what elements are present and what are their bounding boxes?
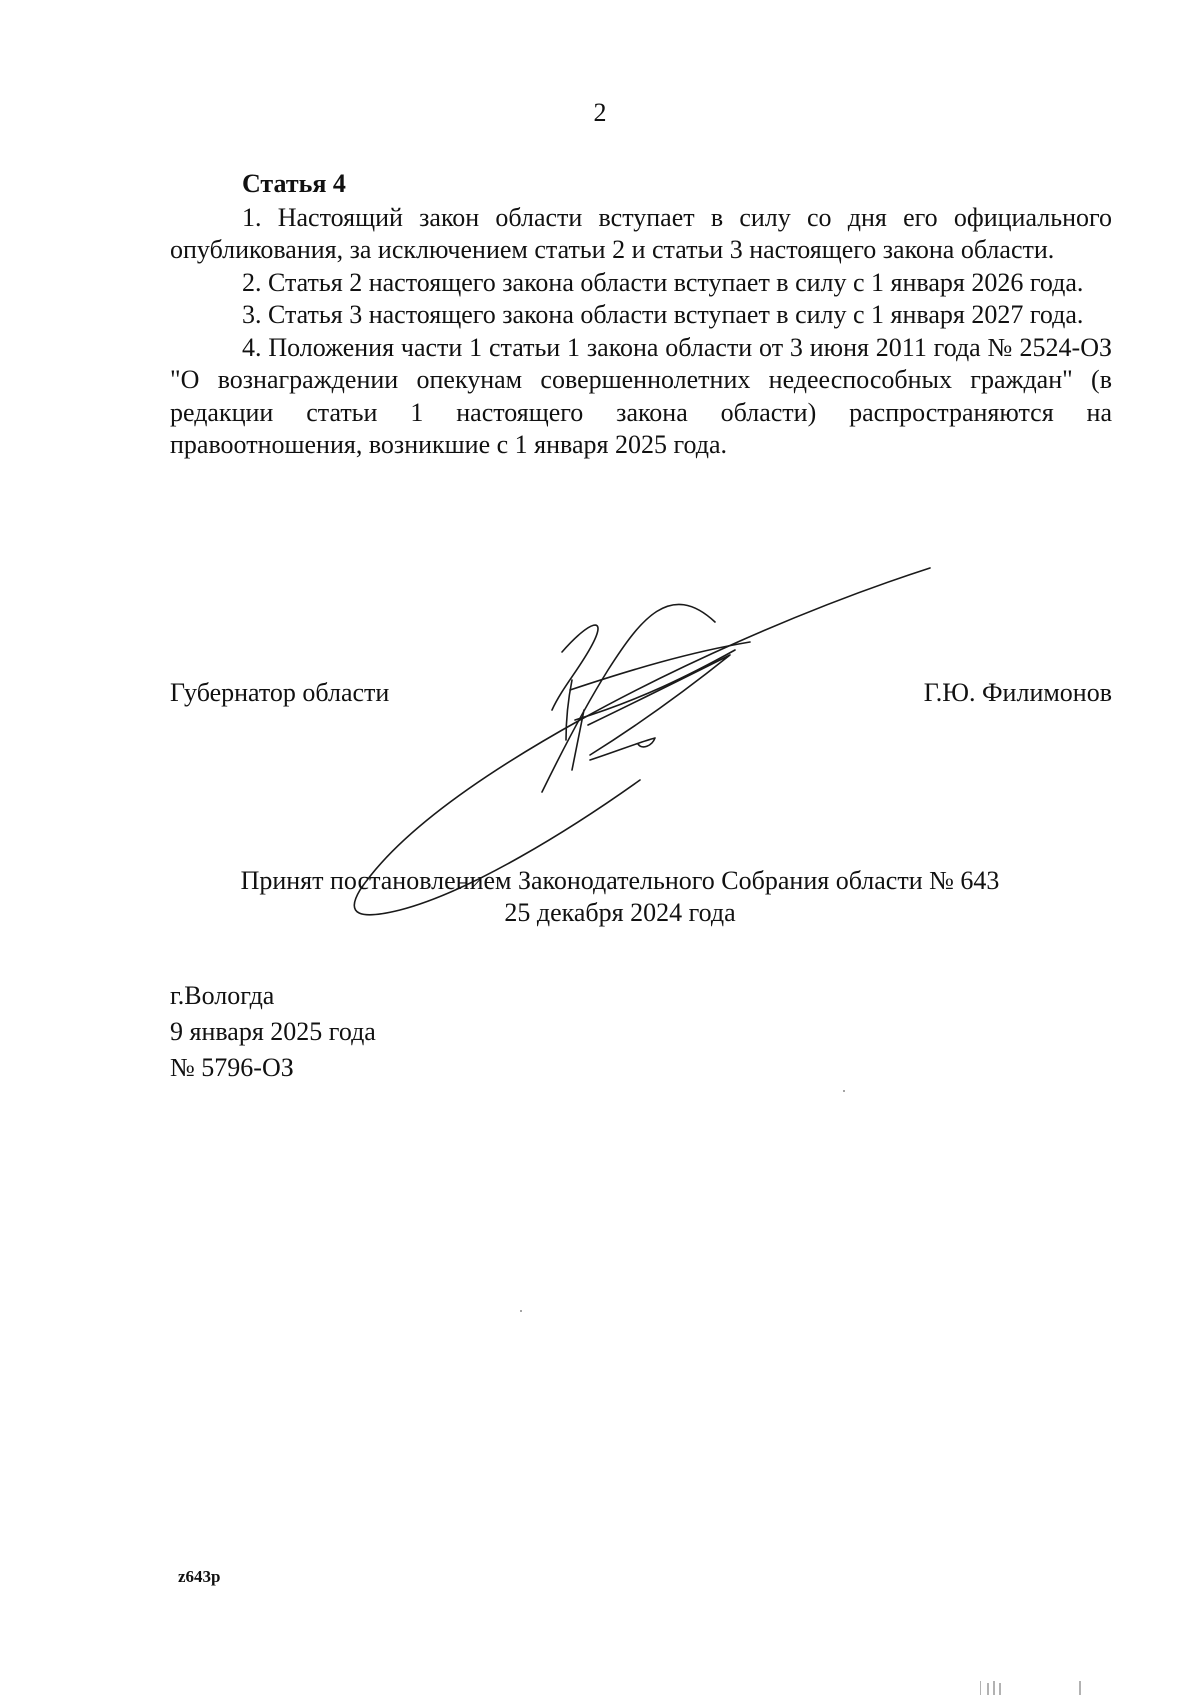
place-date-block (170, 978, 376, 1086)
adoption-note (0, 865, 1200, 929)
page-number: 2 (593, 98, 607, 127)
article-title: Статья 4 (242, 169, 346, 198)
adoption-line-1: Принят постановлением Законодательного Собрания области № 643 (240, 866, 1000, 895)
article-paragraph-1: 1. Настоящий закон области вступает в силу со дня его официального опубликования, за исключением статьи 2 и статьи 3 настоящего закона области. (170, 202, 1112, 264)
article-paragraph-3: 3. Статья 3 настоящего закона области вступает в силу с 1 января 2027 года. (242, 300, 1084, 329)
scan-edge-marks (980, 1681, 1090, 1695)
law-number: № 5796-ОЗ (170, 1053, 294, 1082)
signer-position: Губернатор области (170, 678, 390, 707)
article-section (170, 168, 1112, 462)
signer-name: Г.Ю. Филимонов (923, 678, 1112, 707)
scan-speck (843, 1090, 845, 1092)
article-paragraph-4: 4. Положения части 1 статьи 1 закона области от 3 июня 2011 года № 2524-ОЗ "О вознаграждении опекунам совершеннолетних недееспособных граждан" (в редакции статьи 1 настоящего закона области) распространяются на правоотношения, возникшие с 1 января 2025 года. (170, 332, 1112, 459)
adoption-line-2: 25 декабря 2024 года (504, 898, 736, 927)
scan-speck (520, 1310, 522, 1312)
city: г.Вологда (170, 981, 275, 1010)
signing-date: 9 января 2025 года (170, 1017, 376, 1046)
document-code: z643p (178, 1567, 221, 1586)
article-paragraph-2: 2. Статья 2 настоящего закона области вступает в силу с 1 января 2026 года. (242, 267, 1084, 297)
